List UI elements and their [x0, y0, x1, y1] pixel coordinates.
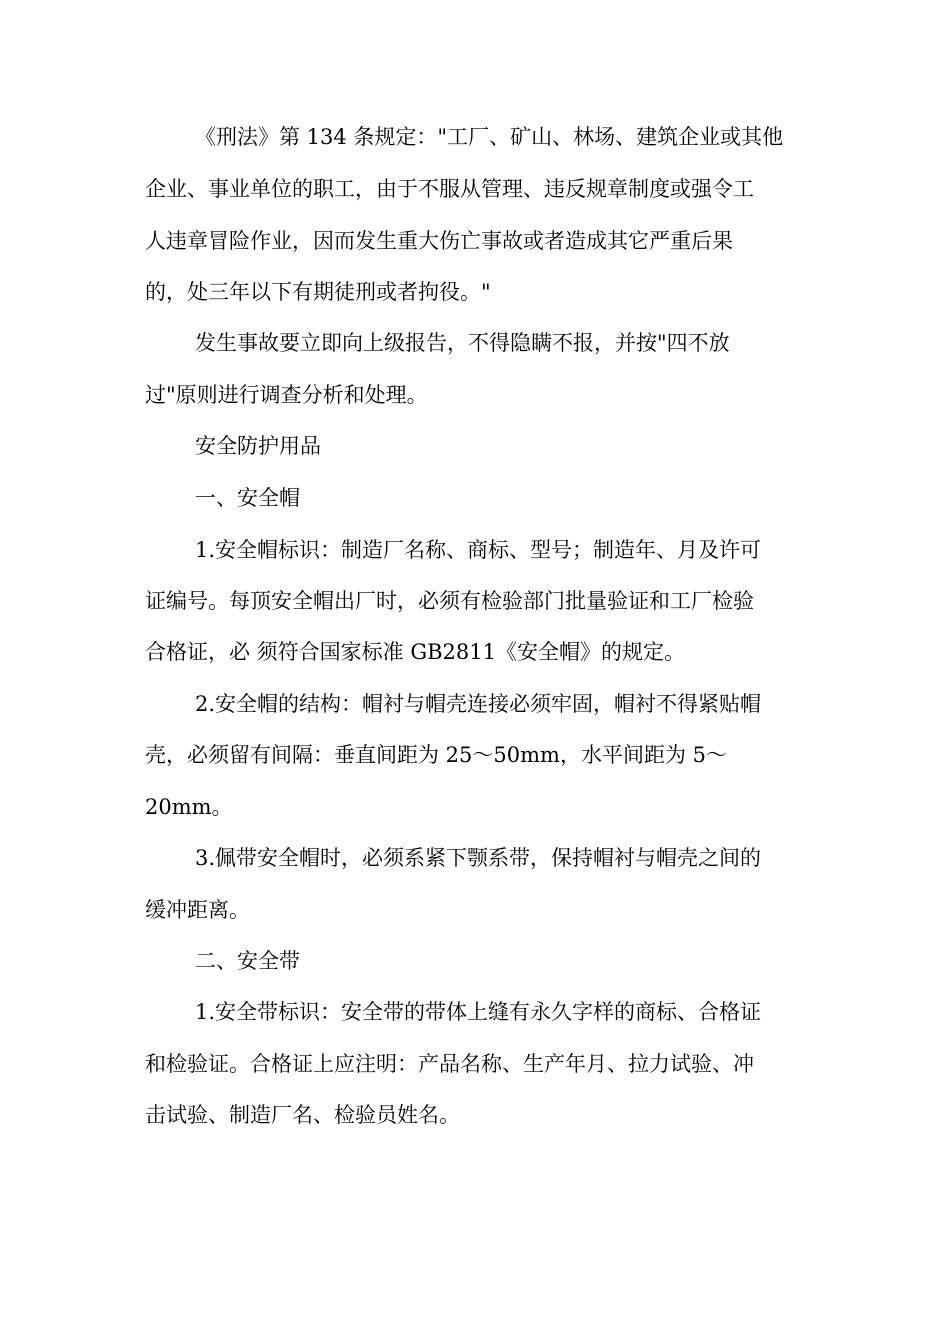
paragraph-line: 缓冲距离。: [145, 898, 250, 922]
paragraph-line: 的，处三年以下有期徒刑或者拘役。": [145, 280, 491, 304]
paragraph-line: 2.安全帽的结构：帽衬与帽壳连接必须牢固，帽衬不得紧贴帽: [195, 692, 762, 716]
paragraph-line: 合格证，必 须符合国家标准 GB2811《安全帽》的规定。: [145, 640, 685, 664]
paragraph-line: 过"原则进行调查分析和处理。: [145, 383, 428, 407]
subsection-heading: 二、安全带: [195, 949, 300, 973]
paragraph-line: 壳，必须留有间隔：垂直间距为 25～50mm，水平间距为 5～: [145, 743, 727, 767]
section-heading: 安全防护用品: [195, 434, 321, 458]
subsection-heading: 一、安全帽: [195, 486, 300, 510]
paragraph-line: 证编号。每顶安全帽出厂时，必须有检验部门批量验证和工厂检验: [145, 589, 754, 613]
paragraph-line: 人违章冒险作业，因而发生重大伤亡事故或者造成其它严重后果: [145, 229, 733, 253]
paragraph-line: 1.安全帽标识：制造厂名称、商标、型号；制造年、月及许可: [195, 538, 762, 562]
paragraph-line: 发生事故要立即向上级报告，不得隐瞒不报，并按"四不放: [195, 331, 730, 355]
paragraph-line: 企业、事业单位的职工，由于不服从管理、违反规章制度或强令工: [145, 177, 754, 201]
paragraph-line: 3.佩带安全帽时，必须系紧下颚系带，保持帽衬与帽壳之间的: [195, 846, 762, 870]
paragraph-line: 1.安全带标识：安全带的带体上缝有永久字样的商标、合格证: [195, 1000, 762, 1024]
paragraph-line: 20mm。: [145, 795, 233, 819]
paragraph-line: 击试验、制造厂名、检验员姓名。: [145, 1103, 460, 1127]
paragraph-line: 和检验证。合格证上应注明：产品名称、生产年月、拉力试验、冲: [145, 1052, 754, 1076]
paragraph-line: 《刑法》第 134 条规定："工厂、矿山、林场、建筑企业或其他: [195, 125, 784, 149]
